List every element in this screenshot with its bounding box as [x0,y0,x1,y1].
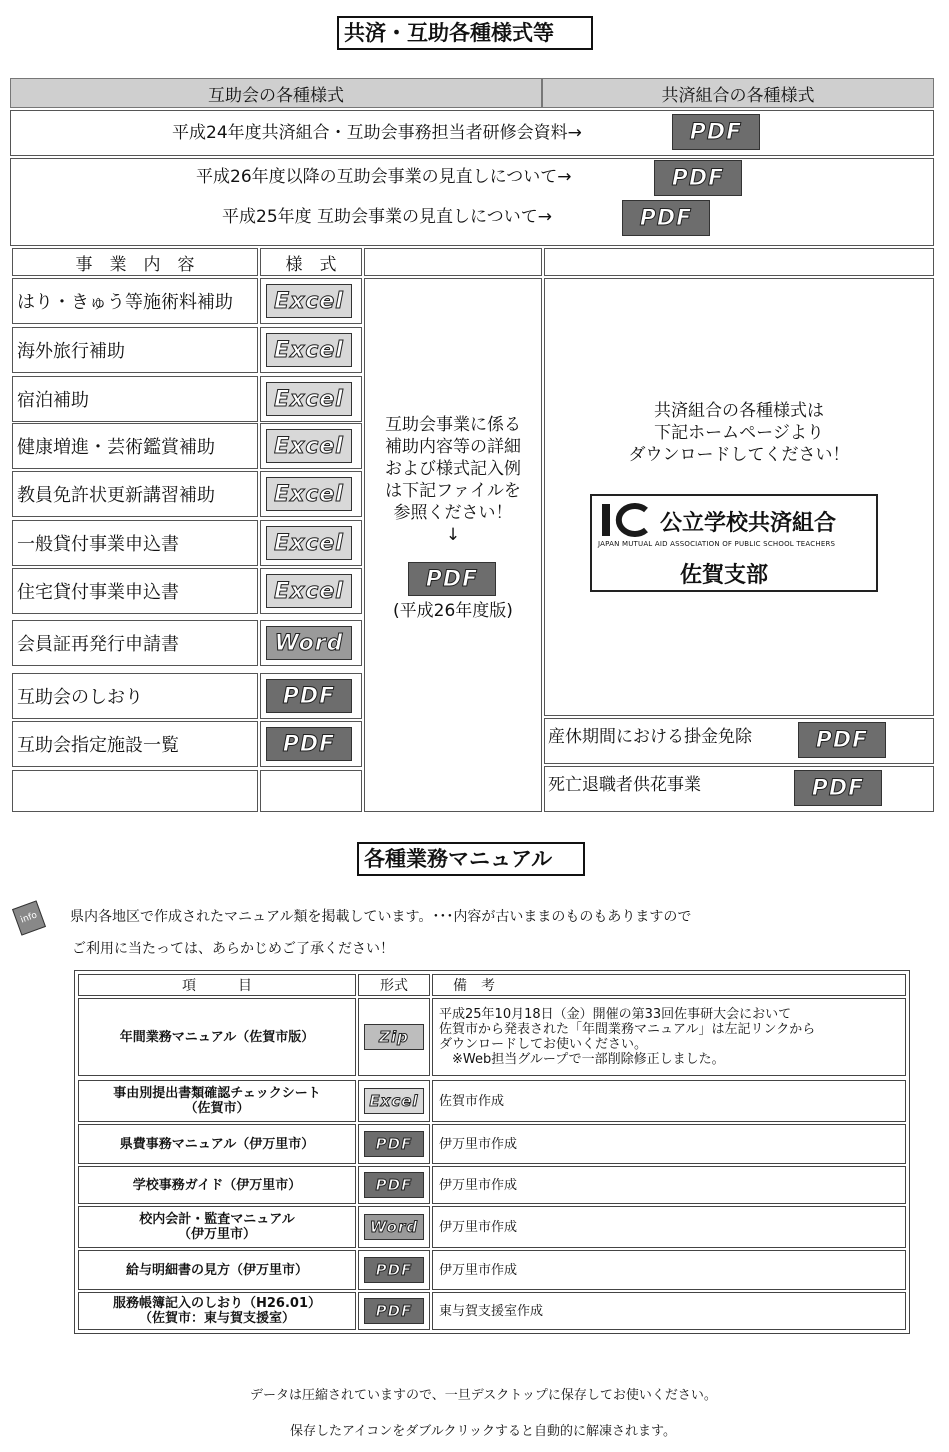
mid-note-pdf-button[interactable]: PDF [408,562,496,596]
review-h25-label: 平成25年度 互助会事業の見直しについて→ [222,207,552,227]
manual-note-line: 伊万里市作成 [439,1262,518,1278]
manual-item: 事由別提出書類確認チェックシート （佐賀市） [78,1080,356,1122]
intro-line-1: 県内各地区で作成されたマニュアル類を掲載しています。･･･内容が古いままのものもありますので [70,909,692,925]
manual-note-line: 伊万里市作成 [439,1219,518,1235]
manual-note-line: 平成25年10月18日（金）開催の第33回佐事研大会において [439,1007,792,1022]
maternity-exemption-label: 産休期間における掛金免除 [548,727,752,747]
mid-note-version: (平成26年度版) [393,601,513,621]
review-h25-pdf-button[interactable]: PDF [622,200,710,236]
manual-excel-button[interactable]: Excel [364,1088,424,1114]
intro-line-2: ご利用に当たっては、あらかじめご了承ください！ [72,941,394,957]
manual-note-line: 伊万里市作成 [439,1177,518,1193]
gojo-form-word-button[interactable]: Word [266,626,352,660]
manual-note [432,1166,906,1204]
gojo-form-excel-button[interactable]: Excel [266,477,352,511]
manual-note-line: 佐賀市から発表された「年間業務マニュアル」は左記リンクから [439,1022,816,1037]
gojo-form-label: 一般貸付事業申込書 [12,520,258,566]
manual-note-line: 伊万里市作成 [439,1136,518,1152]
section2-title: 各種業務マニュアル [357,842,585,876]
maternity-exemption-pdf-button[interactable]: PDF [798,722,886,758]
manual-note-line: ※Web担当グループで一部削除修正しました。 [439,1052,725,1067]
review-h26-pdf-button[interactable]: PDF [654,160,742,196]
gojo-form-pdf-button[interactable]: PDF [266,727,352,761]
kyosai-logo-icon [600,502,652,538]
header-mutual-aid-forms: 互助会の各種様式 [10,78,542,108]
manual-pdf-button[interactable]: PDF [364,1172,424,1198]
manual-note [432,1124,906,1164]
training-material-label: 平成24年度共済組合・互助会事務担当者研修会資料→ [172,123,582,143]
gojo-form-excel-button[interactable]: Excel [266,382,352,416]
manual-note-line: 東与賀支援室作成 [439,1303,544,1319]
flower-business-label: 死亡退職者供花事業 [548,775,701,795]
manual-item: 県費事務マニュアル（伊万里市） [78,1124,356,1164]
gojo-form-label: 会員証再発行申請書 [12,620,258,666]
review-h26-label: 平成26年度以降の互助会事業の見直しについて→ [196,167,572,187]
section1-title: 共済・互助各種様式等 [337,16,593,50]
manual-item: 年間業務マニュアル（佐賀市版） [78,998,356,1076]
manual-note [432,1250,906,1290]
manual-word-button[interactable]: Word [364,1214,424,1240]
gojo-form-excel-button[interactable]: Excel [266,526,352,560]
flower-business-pdf-button[interactable]: PDF [794,770,882,806]
header-kyosai-forms: 共済組合の各種様式 [542,78,934,108]
th-form: 様 式 [260,248,362,276]
manual-note-line: ダウンロードしてお使いください。 [439,1037,648,1052]
mid-note-text: 互助会事業に係る 補助内容等の詳細 および様式記入例 は下記ファイルを 参照ください！ ↓ [385,415,521,545]
manual-note [432,998,906,1076]
kyosai-info-text: 共済組合の各種様式は 下記ホームページより ダウンロードしてください！ [628,401,850,465]
manual-note [432,1080,906,1122]
manual-note-line: 佐賀市作成 [439,1093,505,1109]
training-material-pdf-button[interactable]: PDF [672,114,760,150]
manual-item: 校内会計・監査マニュアル （伊万里市） [78,1206,356,1248]
gojo-form-label: 住宅貸付事業申込書 [12,568,258,614]
footer-line-2: 保存したアイコンをダブルクリックすると自動的に解凍されます。 [290,1424,676,1439]
gojo-form-excel-button[interactable]: Excel [266,429,352,463]
gojo-form-label: 互助会のしおり [12,673,258,719]
kyosai-logo-subtitle: JAPAN MUTUAL AID ASSOCIATION OF PUBLIC SCHOOL TEACHERS [598,540,836,548]
manual-pdf-button[interactable]: PDF [364,1257,424,1283]
th-blank-right [544,248,934,276]
manual-pdf-button[interactable]: PDF [364,1298,424,1324]
blank-row-left [12,770,258,812]
gojo-form-label: 宿泊補助 [12,376,258,422]
gojo-form-label: はり・きゅう等施術料補助 [12,278,258,324]
gojo-form-label: 海外旅行補助 [12,327,258,373]
gojo-form-excel-button[interactable]: Excel [266,574,352,608]
th-note: 備 考 [432,974,906,996]
gojo-form-label: 健康増進・芸術鑑賞補助 [12,423,258,469]
th-item: 項 目 [78,974,356,996]
th-business-content: 事 業 内 容 [12,248,258,276]
manual-zip-button[interactable]: Zip [364,1024,424,1050]
th-format: 形式 [358,974,430,996]
gojo-form-label: 教員免許状更新講習補助 [12,471,258,517]
info-icon: info [12,900,46,935]
manual-note [432,1292,906,1330]
th-blank-mid [364,248,542,276]
gojo-form-pdf-button[interactable]: PDF [266,679,352,713]
manual-item: 服務帳簿記入のしおり（H26.01） （佐賀市：東与賀支援室） [78,1292,356,1330]
blank-row-form [260,770,362,812]
manual-note [432,1206,906,1248]
manual-item: 学校事務ガイド（伊万里市） [78,1166,356,1204]
manual-pdf-button[interactable]: PDF [364,1131,424,1157]
kyosai-logo-branch: 佐賀支部 [680,563,769,588]
gojo-form-excel-button[interactable]: Excel [266,333,352,367]
gojo-form-excel-button[interactable]: Excel [266,284,352,318]
footer-line-1: データは圧縮されていますので、一旦デスクトップに保存してお使いください。 [250,1388,717,1403]
gojo-form-label: 互助会指定施設一覧 [12,721,258,767]
kyosai-logo-name: 公立学校共済組合 [660,511,837,536]
manual-item: 給与明細書の見方（伊万里市） [78,1250,356,1290]
